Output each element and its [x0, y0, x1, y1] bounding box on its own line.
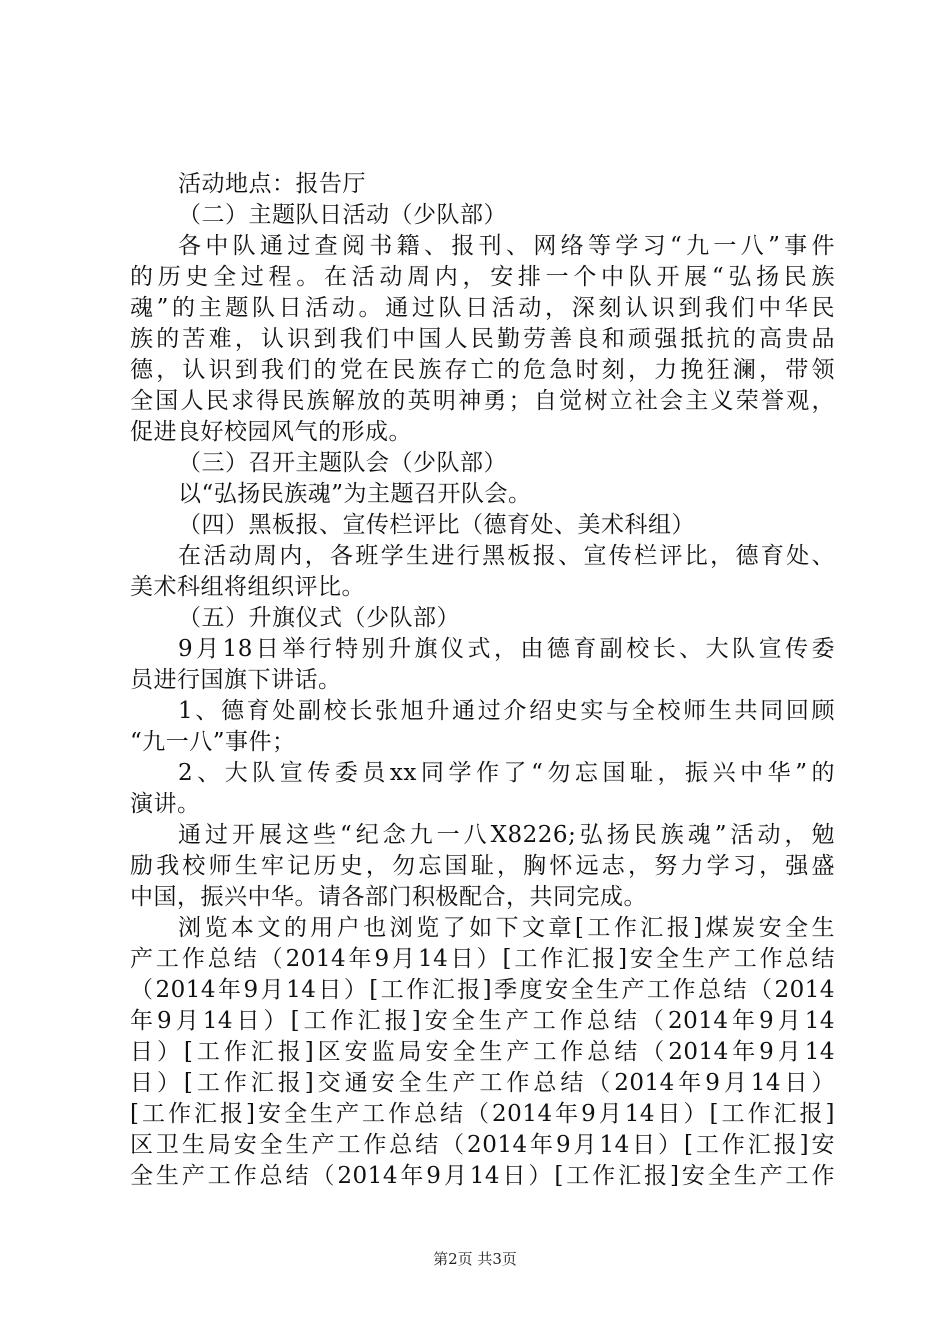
text-line: 励我校师生牢记历史，勿忘国耻，胸怀远志，努力学习，强盛 — [130, 853, 835, 879]
page-footer: 第2页 共3页 — [433, 1250, 517, 1268]
text-line: 2、大队宣传委员xx同学作了“勿忘国耻，振兴中华”的 — [178, 760, 835, 786]
section-heading: （二）主题队日活动（少队部） — [178, 202, 507, 228]
text-line: 的历史全过程。在活动周内，安排一个中队开展“弘扬民族 — [130, 264, 835, 290]
section-heading: （四）黑板报、宣传栏评比（德育处、美术科组） — [178, 512, 695, 538]
text-line: 日）[工作汇报]交通安全生产工作总结（2014年9月14日） — [130, 1070, 835, 1096]
text-line: 区卫生局安全生产工作总结（2014年9月14日）[工作汇报]安 — [130, 1132, 835, 1158]
text-line: 以“弘扬民族魂”为主题召开队会。 — [178, 481, 532, 507]
text-line: 促进良好校园风气的形成。 — [130, 419, 412, 445]
text-line: 年9月14日）[工作汇报]安全生产工作总结（2014年9月14 — [130, 1008, 835, 1034]
text-line: 全国人民求得民族解放的英明神勇；自觉树立社会主义荣誉观， — [130, 388, 835, 414]
text-line: 浏览本文的用户也浏览了如下文章[工作汇报]煤炭安全生 — [178, 915, 835, 941]
text-line: “九一八”事件； — [130, 729, 296, 755]
section-heading: （三）召开主题队会（少队部） — [178, 450, 507, 476]
text-line: 员进行国旗下讲话。 — [130, 667, 342, 693]
text-line: 魂”的主题队日活动。通过队日活动，深刻认识到我们中华民 — [130, 295, 835, 321]
section-heading: （五）升旗仪式（少队部） — [178, 605, 460, 631]
text-line: 演讲。 — [130, 791, 201, 817]
text-line: 在活动周内，各班学生进行黑板报、宣传栏评比，德育处、 — [178, 543, 835, 569]
text-line: （2014年9月14日）[工作汇报]季度安全生产工作总结（2014 — [130, 977, 835, 1003]
text-line: 活动地点：报告厅 — [178, 171, 366, 197]
text-line: 族的苦难，认识到我们中国人民勤劳善良和顽强抵抗的高贵品 — [130, 326, 835, 352]
text-line: 美术科组将组织评比。 — [130, 574, 365, 600]
text-line: 日）[工作汇报]区安监局安全生产工作总结（2014年9月14 — [130, 1039, 835, 1065]
text-line: 产工作总结（2014年9月14日）[工作汇报]安全生产工作总结 — [130, 946, 835, 972]
text-line: 德，认识到我们的党在民族存亡的危急时刻，力挽狂澜，带领 — [130, 357, 835, 383]
text-line: 1、德育处副校长张旭升通过介绍史实与全校师生共同回顾 — [178, 698, 835, 724]
text-line: 全生产工作总结（2014年9月14日）[工作汇报]安全生产工作 — [130, 1163, 835, 1189]
text-line: 9月18日举行特别升旗仪式，由德育副校长、大队宣传委 — [178, 636, 835, 662]
text-line: 通过开展这些“纪念九一八X8226;弘扬民族魂”活动，勉 — [178, 822, 835, 848]
text-line: 各中队通过查阅书籍、报刊、网络等学习“九一八”事件 — [178, 233, 835, 259]
text-line: 中国，振兴中华。请各部门积极配合，共同完成。 — [130, 884, 647, 910]
text-line: [工作汇报]安全生产工作总结（2014年9月14日）[工作汇报] — [130, 1101, 835, 1127]
